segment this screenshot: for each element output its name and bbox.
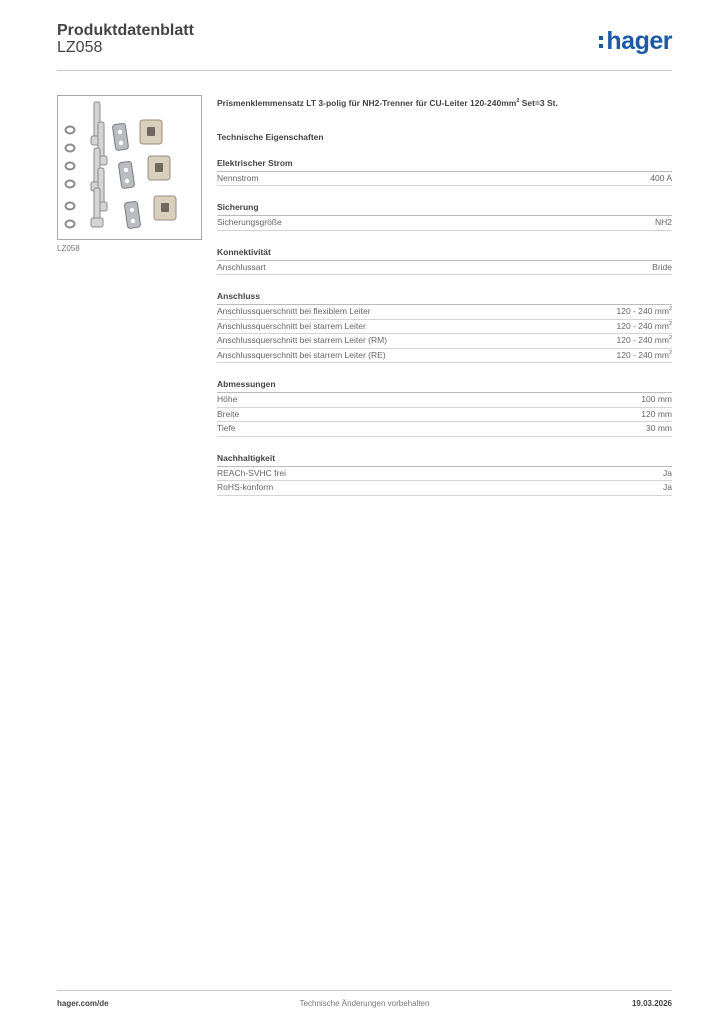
property-value: 120 - 240 $mm^2$ — [616, 320, 672, 331]
property-row — [217, 481, 672, 496]
logo-text: hager — [606, 27, 672, 55]
property-value: 400 A — [650, 172, 672, 183]
property-value: Ja — [663, 482, 672, 493]
property-group — [217, 453, 672, 496]
hager-logo — [599, 27, 672, 56]
property-value: 120 mm — [641, 408, 672, 419]
property-label: Anschlussart — [217, 261, 266, 272]
product-title: Prismenklemmensatz LT 3-polig für NH2-Trenner für CU-Leiter $120-240mm^2$ Set=3 St. — [217, 97, 558, 108]
property-label: Tiefe — [217, 423, 236, 434]
page-footer — [57, 990, 672, 1011]
property-row — [217, 320, 672, 335]
property-row — [217, 305, 672, 320]
footer-notice: Technische Änderungen vorbehalten — [299, 999, 430, 1008]
group-title: Konnektivität — [217, 247, 672, 261]
property-group — [217, 247, 672, 276]
property-value: Bride — [652, 261, 672, 272]
property-group — [217, 158, 672, 187]
group-title: Abmessungen — [217, 379, 672, 393]
section-heading: Technische Eigenschaften — [217, 131, 324, 142]
logo-dots-icon — [599, 36, 603, 48]
property-value: 120 - 240 $mm^2$ — [616, 335, 672, 346]
property-label: Anschlussquerschnitt bei starrem Leiter (RE) — [217, 349, 386, 360]
property-value: 120 - 240 $mm^2$ — [616, 306, 672, 317]
group-title: Nachhaltigkeit — [217, 453, 672, 467]
property-value: Ja — [663, 467, 672, 478]
group-title: Anschluss — [217, 291, 672, 305]
property-row — [217, 408, 672, 423]
page-header — [57, 20, 672, 71]
property-value: 100 mm — [641, 394, 672, 405]
property-label: REACh-SVHC frei — [217, 467, 286, 478]
group-title: Elektrischer Strom — [217, 158, 672, 172]
property-label: Anschlussquerschnitt bei starrem Leiter (RM) — [217, 335, 388, 346]
property-row — [217, 422, 672, 437]
property-value: 120 - 240 $mm^2$ — [616, 349, 672, 360]
footer-date: 19.03.2026 — [631, 999, 672, 1008]
property-label: Nennstrom — [217, 172, 259, 183]
property-row — [217, 349, 672, 364]
product-image — [57, 95, 202, 240]
property-group — [217, 291, 672, 363]
property-value: 30 mm — [646, 423, 672, 434]
property-label: RoHS-konform — [217, 482, 274, 493]
property-value: NH2 — [654, 217, 672, 228]
group-title: Sicherung — [217, 202, 672, 216]
product-code: LZ058 — [57, 39, 103, 56]
property-row — [217, 467, 672, 482]
product-details — [217, 95, 672, 496]
footer-website: hager.com/de — [57, 999, 109, 1008]
property-row — [217, 172, 672, 187]
terminal-kit-illustration-icon — [58, 96, 201, 239]
property-row — [217, 334, 672, 349]
property-label: Sicherungsgröße — [217, 217, 282, 228]
property-row — [217, 216, 672, 231]
property-groups — [217, 158, 672, 496]
property-label: Höhe — [217, 394, 238, 405]
property-row — [217, 393, 672, 408]
property-label: Breite — [217, 408, 240, 419]
property-group — [217, 202, 672, 231]
property-row — [217, 261, 672, 276]
image-caption: LZ058 — [57, 244, 80, 253]
property-group — [217, 379, 672, 437]
property-label: Anschlussquerschnitt bei starrem Leiter — [217, 320, 366, 331]
property-label: Anschlussquerschnitt bei flexiblem Leiter — [217, 306, 371, 317]
document-title: Produktdatenblatt — [57, 22, 194, 39]
